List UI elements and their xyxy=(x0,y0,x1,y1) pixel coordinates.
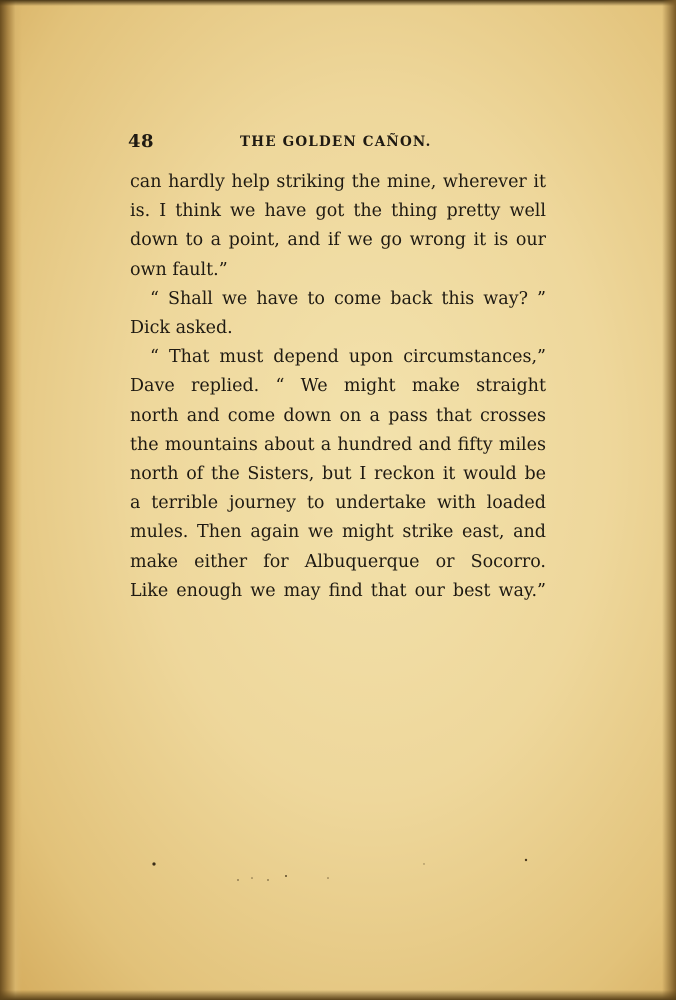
text-line: down to a point, and if we go wrong it is our xyxy=(130,230,546,251)
text-line: “ Shall we have to come back this way? ” xyxy=(150,288,546,309)
page-header xyxy=(128,131,546,155)
paper-specks xyxy=(150,858,530,888)
running-head: THE GOLDEN CAÑON. xyxy=(240,134,432,150)
text-line: “ That must depend upon circumstances,” xyxy=(150,347,546,368)
text-line: can hardly help striking the mine, wherever it xyxy=(130,172,546,192)
text-line: north of the Sisters, but I reckon it would be xyxy=(130,464,546,485)
text-line: Dave replied. “ We might make straight xyxy=(130,376,546,397)
text-line: Like enough we may find that our best way.” xyxy=(130,580,546,601)
text-line: Dick asked. xyxy=(130,318,233,339)
page-number: 48 xyxy=(128,131,155,152)
text-line: a terrible journey to undertake with loaded xyxy=(130,493,546,514)
text-line: own fault.” xyxy=(130,259,228,280)
page-right-edge xyxy=(662,0,676,1000)
page-binding-shadow xyxy=(0,0,22,1000)
text-line: make either for Albuquerque or Socorro. xyxy=(130,551,546,572)
body-text xyxy=(130,168,546,606)
text-line: is. I think we have got the thing pretty well xyxy=(130,201,546,222)
text-line: the mountains about a hundred and fifty miles xyxy=(130,434,546,455)
page-top-edge xyxy=(0,0,676,6)
text-line: north and come down on a pass that crosses xyxy=(130,405,546,426)
text-line: mules. Then again we might strike east, and xyxy=(130,522,546,543)
page-bottom-edge xyxy=(0,990,676,1000)
